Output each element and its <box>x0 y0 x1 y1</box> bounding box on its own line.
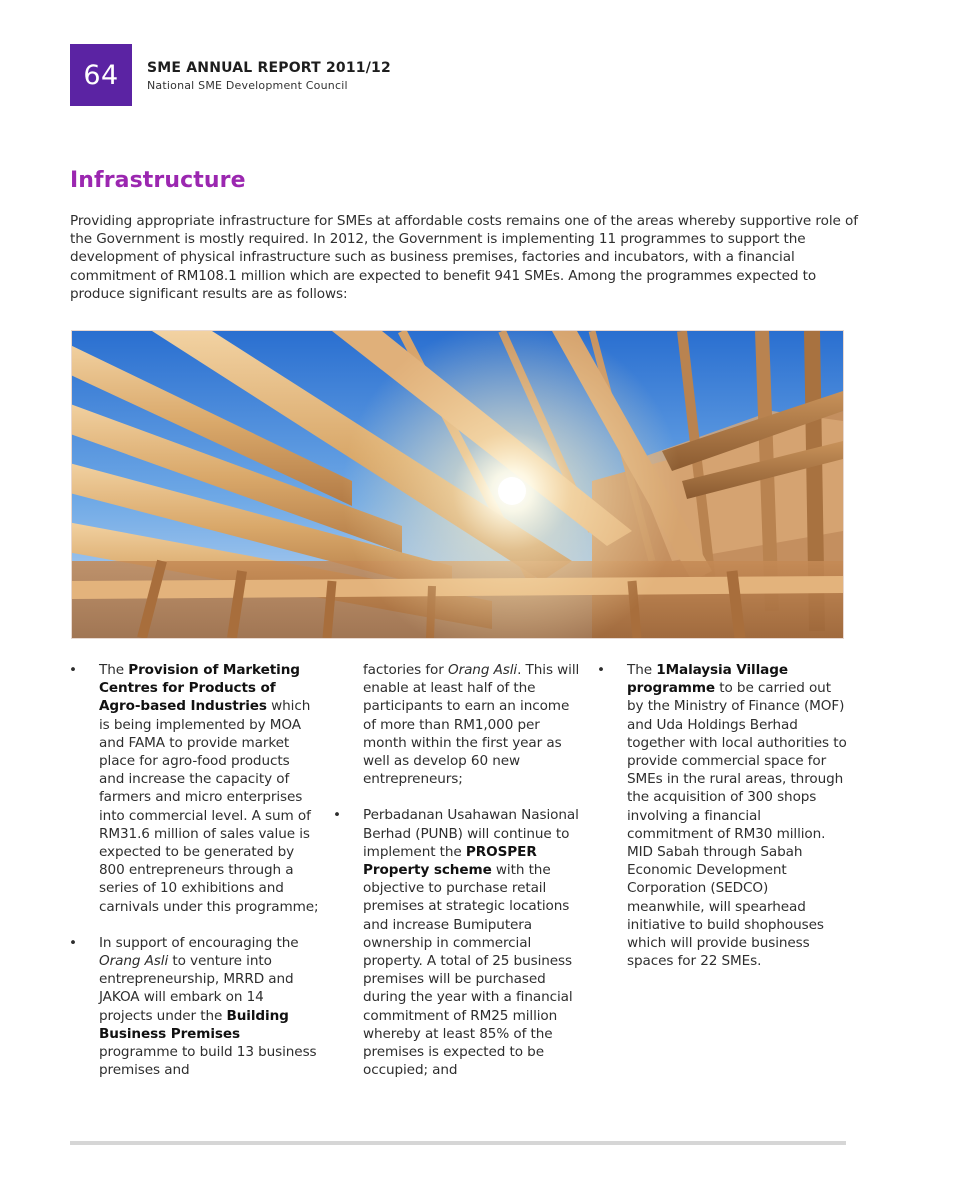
bullet-1malaysia-village <box>597 661 847 970</box>
italic-term: Orang Asli <box>447 662 518 678</box>
text-segment: with the objective to purchase retail premises at strategic locations and increase Bumiputera ownership in commercial property. A total of 25 business premises will be purchased during the year with a financial commitment of RM25 million whereby at least 85% of the premises is expected to be occupied; and <box>363 862 573 1079</box>
text-segment: programme to build 13 business premises and <box>99 1044 317 1079</box>
text-segment: to venture into entrepreneurship, MRRD and JAKOA will embark on 14 projects under the <box>99 953 294 1024</box>
bullet-orang-asli-continued <box>363 661 583 788</box>
bullet-icon: • <box>69 662 77 678</box>
text-column-2 <box>333 661 583 1097</box>
programme-name: 1Malaysia Village programme <box>627 662 788 697</box>
programme-name: PROSPER Property scheme <box>363 843 537 879</box>
bullet-icon: • <box>69 934 77 951</box>
construction-roof-timber-photo <box>71 330 844 639</box>
text-segment: The <box>627 662 657 678</box>
page-number-badge: 64 <box>70 44 132 106</box>
bullet-icon: • <box>597 662 605 678</box>
text-segment: Perbadanan Usahawan Nasional Berhad (PUNB) will continue to implement the <box>363 807 579 860</box>
text-segment: In support of encouraging the <box>99 934 299 951</box>
text-column-3 <box>597 661 847 988</box>
footer-divider <box>70 1141 846 1145</box>
programme-name: Provision of Marketing Centres for Products of Agro-based Industries <box>99 662 300 715</box>
text-segment: The <box>99 662 129 678</box>
bullet-orang-asli <box>69 934 319 1080</box>
text-segment: which is being implemented by MOA and FAMA to provide market place for agro-food products and increase the capacity of farmers and micro enterprises into commercial level. A sum of RM31.6 million of sales value is expected to be generated by 800 entrepreneurs through a series of 10 exhibitions and carnivals under this programme; <box>99 698 319 915</box>
text-segment: . This will enable at least half of the participants to earn an income of more than RM1,000 per month within the first year as well as develop 60 new entrepreneurs; <box>363 662 580 788</box>
text-segment: to be carried out by the Ministry of Finance (MOF) and Uda Holdings Berhad together with local authorities to provide commercial space for SMEs in the rural areas, through the acquisition of 300 shops involving a financial commitment of RM30 million. MID Sabah through Sabah Economic Development Corporation (SEDCO) meanwhile, will spearhead initiative to build shophouses which will provide business spaces for 22 SMEs. <box>627 680 847 970</box>
section-title: Infrastructure <box>70 168 246 193</box>
bullet-marketing-centres <box>69 661 319 916</box>
bullet-prosper-property <box>333 806 583 1079</box>
report-subtitle: National SME Development Council <box>147 79 348 92</box>
text-column-1 <box>69 661 319 1097</box>
intro-paragraph: Providing appropriate infrastructure for SMEs at affordable costs remains one of the areas whereby supportive role of the Government is mostly required. In 2012, the Government is implementing 11 programmes to support the development of physical infrastructure such as business premises, factories and incubators, with a financial commitment of RM108.1 million which are expected to benefit 941 SMEs. Among the programmes expected to produce significant results are as follows: <box>70 213 858 302</box>
programme-name: Building Business Premises <box>99 1007 289 1042</box>
report-title: SME ANNUAL REPORT 2011/12 <box>147 60 391 76</box>
text-segment: factories for <box>363 662 448 678</box>
italic-term: Orang Asli <box>99 953 169 970</box>
bullet-icon: • <box>333 807 341 824</box>
